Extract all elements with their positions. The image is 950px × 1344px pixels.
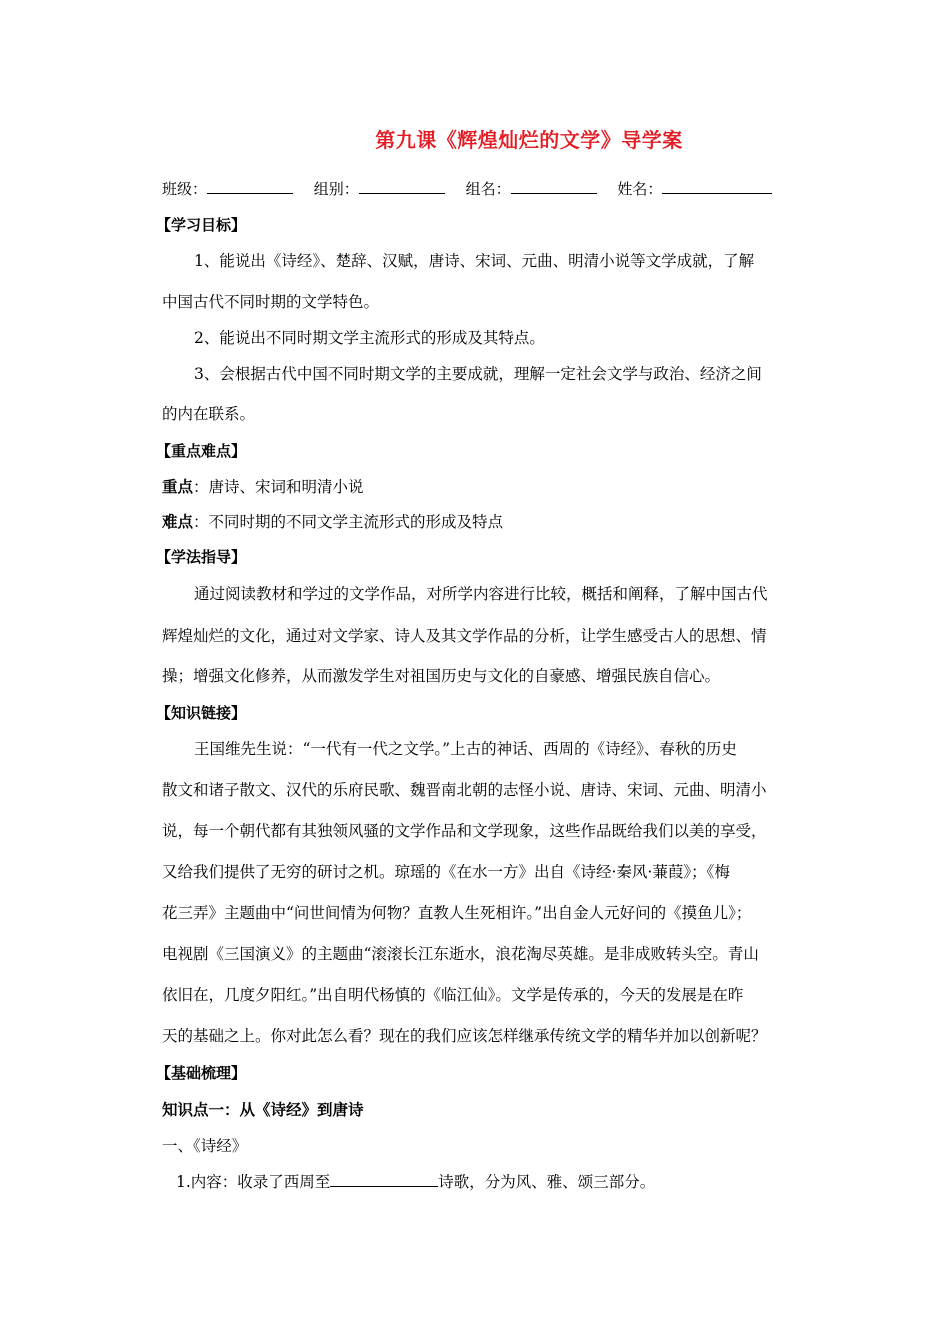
method-heading: 【学法指导】 (156, 548, 247, 566)
link-line-3: 说，每一个朝代都有其独领风骚的文学作品和文学现象，这些作品既给我们以美的享受， (162, 822, 767, 840)
knowledge-link-heading: 【知识链接】 (156, 704, 247, 722)
item-1-content: 1.内容：收录了西周至 诗歌，分为风、雅、颂三部分。 (176, 1173, 656, 1191)
goal-3-line-1: 3、会根据古代中国不同时期文学的主要成就，理解一定社会文学与政治、经济之间 (194, 365, 762, 383)
group-name-blank[interactable] (511, 179, 597, 194)
subsection-shijing: 一、《诗经》 (162, 1137, 248, 1155)
method-line-1: 通过阅读教材和学过的文学作品，对所学内容进行比较，概括和阐释，了解中国古代 (194, 585, 768, 603)
class-blank[interactable] (207, 179, 293, 194)
goal-2: 2、能说出不同时期文学主流形式的形成及其特点。 (194, 329, 545, 347)
goal-3-line-2: 的内在联系。 (162, 405, 256, 423)
knowledge-point-1: 知识点一：从《诗经》到唐诗 (162, 1100, 364, 1119)
basic-review-heading: 【基础梳理】 (156, 1064, 247, 1082)
page-title: 第九课《辉煌灿烂的文学》导学案 (375, 128, 683, 152)
class-field[interactable]: 班级： (162, 178, 293, 199)
link-line-4: 又给我们提供了无穷的研讨之机。琼瑶的《在水一方》出自《诗经·秦风·蒹葭》；《梅 (162, 863, 730, 881)
name-blank[interactable] (662, 179, 772, 194)
goals-heading: 【学习目标】 (156, 216, 247, 234)
goal-1-line-2: 中国古代不同时期的文学特色。 (162, 293, 380, 311)
method-line-3: 操；增强文化修养，从而激发学生对祖国历史与文化的自豪感、增强民族自信心。 (162, 667, 721, 685)
difficult-point: 难点：不同时期的不同文学主流形式的形成及特点 (162, 512, 504, 531)
method-line-2: 辉煌灿烂的文化，通过对文学家、诗人及其文学作品的分析，让学生感受古人的思想、情 (162, 627, 767, 645)
group-blank[interactable] (359, 179, 445, 194)
link-line-5: 花三弄》主题曲中“问世间情为何物？直教人生死相许。”出自金人元好问的《摸鱼儿》； (162, 904, 752, 922)
link-line-6: 电视剧《三国演义》的主题曲“滚滚长江东逝水，浪花淘尽英雄。是非成败转头空。青山 (162, 945, 759, 963)
key-point: 重点：唐诗、宋词和明清小说 (162, 477, 364, 496)
key-difficult-heading: 【重点难点】 (156, 442, 247, 460)
link-line-1: 王国维先生说：“一代有一代之文学。”上古的神话、西周的《诗经》、春秋的历史 (194, 740, 737, 758)
answer-blank[interactable] (330, 1172, 438, 1187)
group-field[interactable]: 组别： (314, 178, 445, 199)
link-line-2: 散文和诸子散文、汉代的乐府民歌、魏晋南北朝的志怪小说、唐诗、宋词、元曲、明清小 (162, 781, 767, 799)
student-info-row (162, 178, 788, 199)
link-line-8: 天的基础之上。你对此怎么看？现在的我们应该怎样继承传统文学的精华并加以创新呢？ (162, 1027, 767, 1045)
link-line-7: 依旧在，几度夕阳红。”出自明代杨慎的《临江仙》。文学是传承的，今天的发展是在昨 (162, 986, 744, 1004)
group-name-field[interactable]: 组名： (466, 178, 597, 199)
name-field[interactable]: 姓名： (617, 178, 772, 199)
goal-1-line-1: 1、能说出《诗经》、楚辞、汉赋，唐诗、宋词、元曲、明清小说等文学成就，了解 (194, 252, 755, 270)
